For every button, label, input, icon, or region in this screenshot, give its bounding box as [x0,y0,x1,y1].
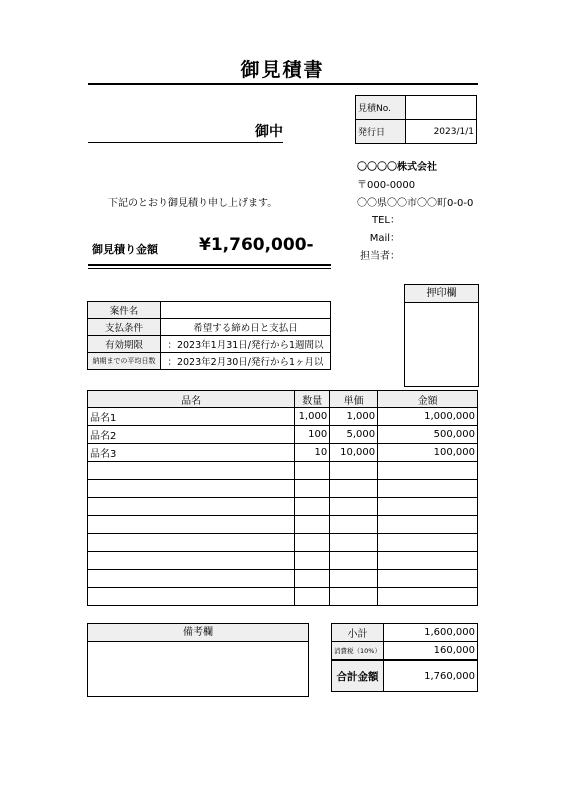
stamp-label: 押印欄 [405,285,478,303]
info-row [88,302,331,319]
qty-cell[interactable] [295,498,330,516]
grand-total-value: 1,760,000 [383,660,477,692]
info-table [87,301,331,370]
contact-block [340,212,400,266]
unit-price-cell[interactable] [330,480,378,498]
table-row [88,570,478,588]
amount-cell[interactable] [378,552,478,570]
amount-cell[interactable] [378,534,478,552]
table-row [88,498,478,516]
payment-terms-label: 支払条件 [88,319,161,336]
amount-cell[interactable] [378,498,478,516]
table-row [88,516,478,534]
qty-cell[interactable] [295,462,330,480]
info-row [88,319,331,336]
client-underline [88,142,283,143]
table-row [88,408,478,426]
qty-cell[interactable]: 100 [295,426,330,444]
remarks-label: 備考欄 [88,624,308,642]
person-label: 担当者： [360,251,400,262]
subtotal-label: 小計 [332,624,384,642]
document-title: 御見積書 [240,59,325,81]
table-row [88,480,478,498]
item-name-cell[interactable]: 品名3 [88,444,295,462]
item-name-cell[interactable] [88,498,295,516]
table-row [88,426,478,444]
tax-label: 消費税（10%） [332,642,384,661]
subtotal-value: 1,600,000 [383,624,477,642]
amount-cell[interactable] [378,588,478,606]
qty-cell[interactable] [295,516,330,534]
amount-cell[interactable] [378,462,478,480]
qty-cell[interactable] [295,534,330,552]
unit-price-cell[interactable]: 5,000 [330,426,378,444]
item-name-cell[interactable]: 品名2 [88,426,295,444]
unit-price-cell[interactable] [330,534,378,552]
project-name-label: 案件名 [88,302,161,319]
meta-table [355,95,477,144]
item-name-cell[interactable] [88,480,295,498]
unit-price-cell[interactable] [330,516,378,534]
issue-date-value[interactable]: 2023/1/1 [406,120,477,144]
table-row [88,588,478,606]
grand-total-row [332,660,478,692]
items-table [87,390,478,606]
unit-price-cell[interactable]: 10,000 [330,444,378,462]
tax-row [332,642,478,661]
unit-price-cell[interactable] [330,498,378,516]
estimate-no-label: 見積No. [356,96,406,120]
info-row [88,353,331,370]
qty-cell[interactable] [295,480,330,498]
info-row [88,336,331,353]
company-name: 〇〇〇〇株式会社 [357,162,437,173]
intro-text: 下記のとおり御見積り申し上げます。 [108,198,278,209]
validity-value[interactable]: ：2023年1月31日/発行から1週間以 [161,336,331,353]
client-name: 御中 [255,124,283,140]
qty-cell[interactable] [295,588,330,606]
amount-cell[interactable] [378,480,478,498]
company-address: 〇〇県〇〇市〇〇町0-0-0 [357,198,474,209]
amount-underline [88,264,331,266]
table-row [88,444,478,462]
amount-cell[interactable]: 500,000 [378,426,478,444]
item-name-cell[interactable] [88,462,295,480]
qty-cell[interactable]: 10 [295,444,330,462]
col-header-price: 単価 [330,391,378,408]
tax-value: 160,000 [383,642,477,661]
table-row [88,552,478,570]
meta-row [356,96,477,120]
delivery-label: 納期までの平均日数 [88,353,161,370]
unit-price-cell[interactable] [330,588,378,606]
amount-cell[interactable] [378,570,478,588]
amount-value: ¥1,760,000- [199,235,314,255]
amount-cell[interactable]: 100,000 [378,444,478,462]
item-name-cell[interactable] [88,552,295,570]
stamp-box[interactable] [404,284,479,387]
issue-date-label: 発行日 [356,120,406,144]
unit-price-cell[interactable]: 1,000 [330,408,378,426]
totals-table [331,623,478,692]
grand-total-label: 合計金額 [332,660,384,692]
item-name-cell[interactable] [88,588,295,606]
meta-row [356,120,477,144]
tel-label: TEL： [372,215,400,226]
col-header-qty: 数量 [295,391,330,408]
mail-label: Mail： [369,233,400,244]
amount-underline-thin [88,268,331,269]
items-header-row [88,391,478,408]
company-block [357,159,473,213]
qty-cell[interactable] [295,552,330,570]
qty-cell[interactable]: 1,000 [295,408,330,426]
unit-price-cell[interactable] [330,462,378,480]
table-row [88,534,478,552]
company-postal: 〒000-0000 [357,180,416,191]
qty-cell[interactable] [295,570,330,588]
amount-cell[interactable]: 1,000,000 [378,408,478,426]
amount-label: 御見積り金額 [92,243,158,256]
col-header-amount: 金額 [378,391,478,408]
estimate-no-value[interactable] [406,96,477,120]
payment-terms-value[interactable]: 希望する締め日と支払日 [161,319,331,336]
unit-price-cell[interactable] [330,552,378,570]
remarks-box[interactable] [87,623,309,697]
item-name-cell[interactable] [88,516,295,534]
item-name-cell[interactable] [88,570,295,588]
project-name-value[interactable] [161,302,331,319]
validity-label: 有効期限 [88,336,161,353]
table-row [88,462,478,480]
subtotal-row [332,624,478,642]
unit-price-cell[interactable] [330,570,378,588]
col-header-item: 品名 [88,391,295,408]
delivery-value[interactable]: ：2023年2月30日/発行から1ヶ月以 [161,353,331,370]
amount-cell[interactable] [378,516,478,534]
item-name-cell[interactable] [88,534,295,552]
item-name-cell[interactable]: 品名1 [88,408,295,426]
title-underline [88,83,478,85]
